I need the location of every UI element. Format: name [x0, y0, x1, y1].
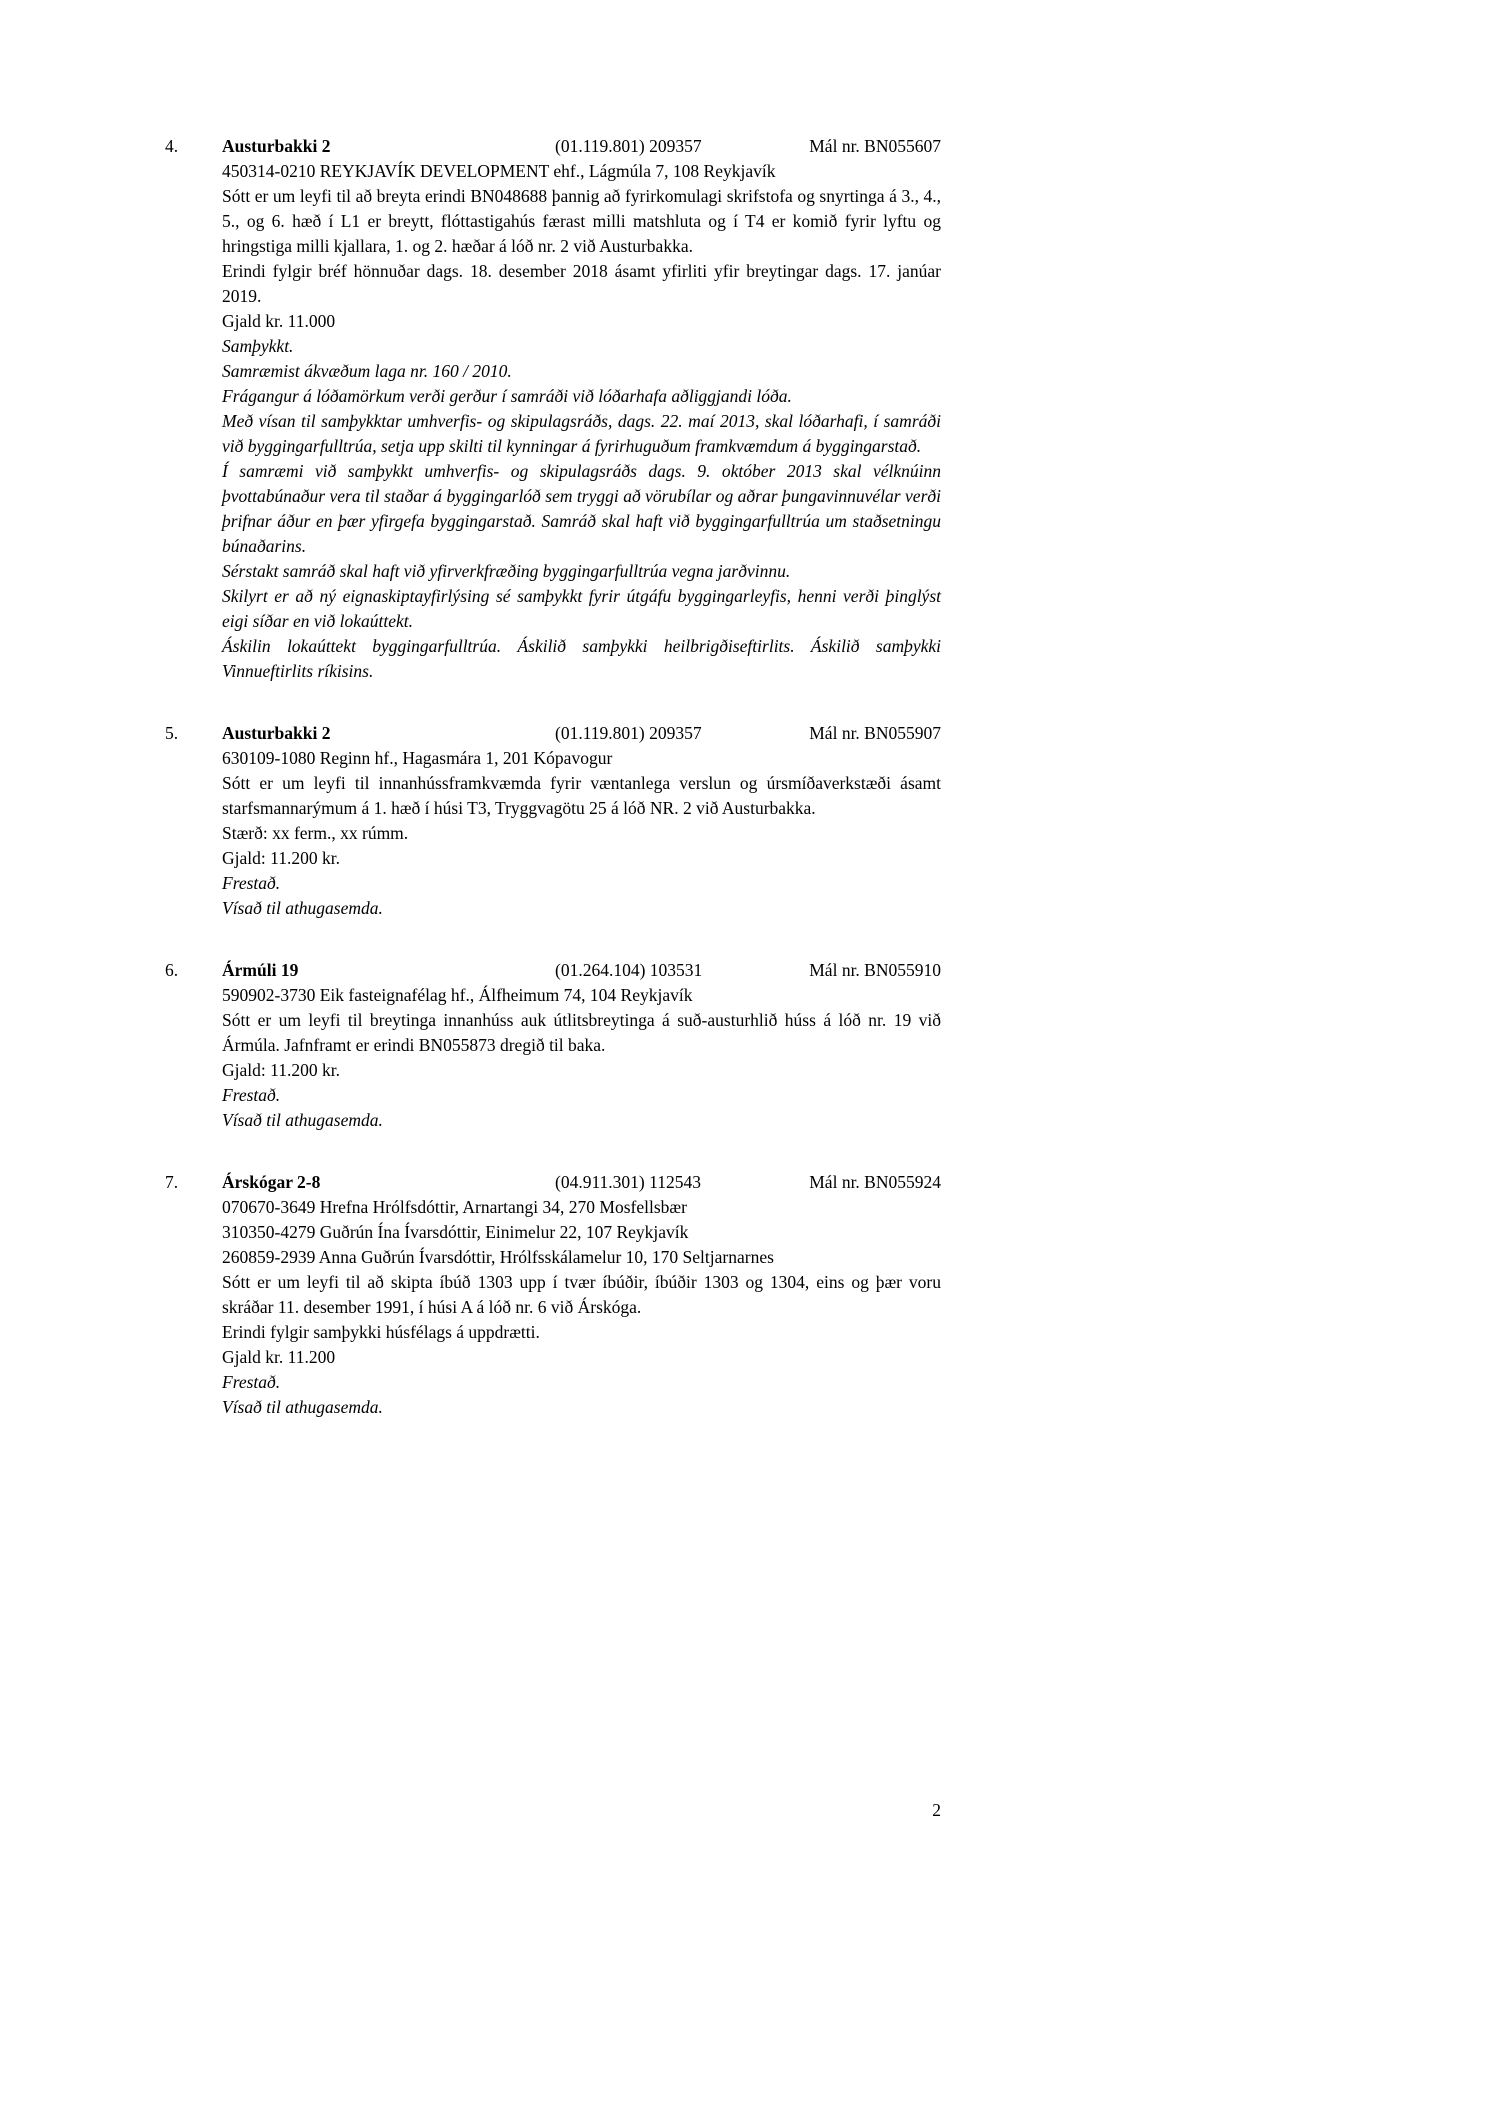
item-resolution-text: Samræmist ákvæðum laga nr. 160 / 2010. — [222, 361, 512, 381]
item-description-text: Gjald kr. 11.000 — [222, 311, 336, 331]
item-resolution-text: Vísað til athugasemda. — [222, 898, 383, 918]
agenda-item-header — [165, 721, 941, 746]
item-resolution-text: Frágangur á lóðamörkum verði gerður í samráði við lóðarhafa aðliggjandi lóða. — [222, 386, 792, 406]
item-resolution-text: Vísað til athugasemda. — [222, 1397, 383, 1417]
item-title: Austurbakki 2 — [222, 136, 331, 156]
item-resolution-text: Skilyrt er að ný eignaskiptayfirlýsing sé samþykkt fyrir útgáfu byggingarleyfis, henni verði þinglýst eigi síðar en við lokaúttekt. — [222, 586, 941, 631]
agenda-item — [165, 1170, 941, 1420]
agenda-item-header — [165, 958, 941, 983]
item-party-line: 590902-3730 Eik fasteignafélag hf., Álfheimum 74, 104 Reykjavík — [222, 985, 693, 1005]
agenda-item-list — [165, 134, 941, 1457]
item-description-text: Gjald: 11.200 kr. — [222, 848, 340, 868]
agenda-item — [165, 958, 941, 1133]
item-party-line: 310350-4279 Guðrún Ína Ívarsdóttir, Einimelur 22, 107 Reykjavík — [222, 1222, 689, 1242]
item-description-text: Sótt er um leyfi til innanhússframkvæmda fyrir væntanlega verslun og úrsmíðaverkstæði ásamt starfsmannarýmum á 1. hæð í húsi T3, Tryggvagötu 25 á lóð NR. 2 við Austurbakka. — [222, 773, 941, 818]
item-title: Austurbakki 2 — [222, 723, 331, 743]
item-party-line: 450314-0210 REYKJAVÍK DEVELOPMENT ehf., Lágmúla 7, 108 Reykjavík — [222, 161, 776, 181]
item-resolution-text: Sérstakt samráð skal haft við yfirverkfræðing byggingarfulltrúa vegna jarðvinnu. — [222, 561, 791, 581]
agenda-item — [165, 721, 941, 921]
item-reference: (01.119.801) 209357 — [555, 723, 702, 743]
item-description-text: Erindi fylgir bréf hönnuðar dags. 18. desember 2018 ásamt yfirliti yfir breytingar dags. 17. janúar 2019. — [222, 261, 941, 306]
item-title: Ármúli 19 — [222, 960, 299, 980]
agenda-item-body — [165, 746, 941, 921]
item-description-text: Sótt er um leyfi til breytinga innanhúss auk útlitsbreytinga á suð-austurhlið húss á lóð nr. 19 við Ármúla. Jafnframt er erindi BN055873 dregið til baka. — [222, 1010, 941, 1055]
item-description-text: Stærð: xx ferm., xx rúmm. — [222, 823, 409, 843]
item-case-number: Mál nr. BN055607 — [809, 136, 941, 156]
agenda-item-header — [165, 134, 941, 159]
agenda-item — [165, 134, 941, 684]
item-case-number: Mál nr. BN055907 — [809, 723, 941, 743]
item-resolution-text: Með vísan til samþykktar umhverfis- og skipulagsráðs, dags. 22. maí 2013, skal lóðarhafi, í samráði við byggingarfulltrúa, setja upp skilti til kynningar á fyrirhuguðum framkvæmdum á byggingarstað. — [222, 411, 941, 456]
agenda-item-header — [165, 1170, 941, 1195]
item-description-text: Sótt er um leyfi til að skipta íbúð 1303 upp í tvær íbúðir, íbúðir 1303 og 1304, eins og þær voru skráðar 11. desember 1991, í húsi A á lóð nr. 6 við Árskóga. — [222, 1272, 941, 1317]
item-resolution-text: Áskilin lokaúttekt byggingarfulltrúa. Áskilið samþykki heilbrigðiseftirlits. Áskilið samþykki Vinnueftirlits ríkisins. — [222, 636, 941, 681]
item-reference: (01.264.104) 103531 — [555, 960, 703, 980]
item-resolution-text: Frestað. — [222, 1085, 281, 1105]
item-resolution-text: Vísað til athugasemda. — [222, 1110, 383, 1130]
item-description-text: Gjald kr. 11.200 — [222, 1347, 336, 1367]
item-number: 5. — [165, 723, 179, 743]
item-number: 6. — [165, 960, 179, 980]
agenda-item-body — [165, 1195, 941, 1420]
item-party-line: 070670-3649 Hrefna Hrólfsdóttir, Arnartangi 34, 270 Mosfellsbær — [222, 1197, 687, 1217]
item-resolution-text: Í samræmi við samþykkt umhverfis- og skipulagsráðs dags. 9. október 2013 skal vélknúinn þvottabúnaður vera til staðar á byggingarlóð sem tryggi að vörubílar og aðrar þungavinnuvélar verði þrifnar áður en þær yfirgefa byggingarstað. Samráð skal haft við byggingarfulltrúa um staðsetningu búnaðarins. — [222, 461, 941, 556]
item-description-text: Erindi fylgir samþykki húsfélags á uppdrætti. — [222, 1322, 540, 1342]
item-resolution-text: Frestað. — [222, 873, 281, 893]
item-number: 7. — [165, 1172, 179, 1192]
item-resolution-text: Frestað. — [222, 1372, 281, 1392]
item-case-number: Mál nr. BN055924 — [809, 1172, 941, 1192]
item-title: Árskógar 2-8 — [222, 1172, 321, 1192]
item-description-text: Gjald: 11.200 kr. — [222, 1060, 340, 1080]
item-number: 4. — [165, 136, 179, 156]
item-reference: (04.911.301) 112543 — [555, 1172, 701, 1192]
page-number: 2 — [932, 1800, 941, 1820]
item-party-line: 630109-1080 Reginn hf., Hagasmára 1, 201 Kópavogur — [222, 748, 613, 768]
item-resolution-text: Samþykkt. — [222, 336, 294, 356]
item-reference: (01.119.801) 209357 — [555, 136, 702, 156]
agenda-item-body — [165, 983, 941, 1133]
item-description-text: Sótt er um leyfi til að breyta erindi BN048688 þannig að fyrirkomulagi skrifstofa og snyrtinga á 3., 4., 5., og 6. hæð í L1 er breytt, flóttastigahús færast milli matshluta og í T4 er komið fyrir lyftu og hringstiga milli kjallara, 1. og 2. hæðar á lóð nr. 2 við Austurbakka. — [222, 186, 941, 256]
agenda-item-body — [165, 159, 941, 684]
item-case-number: Mál nr. BN055910 — [809, 960, 941, 980]
item-party-line: 260859-2939 Anna Guðrún Ívarsdóttir, Hrólfsskálamelur 10, 170 Seltjarnarnes — [222, 1247, 774, 1267]
